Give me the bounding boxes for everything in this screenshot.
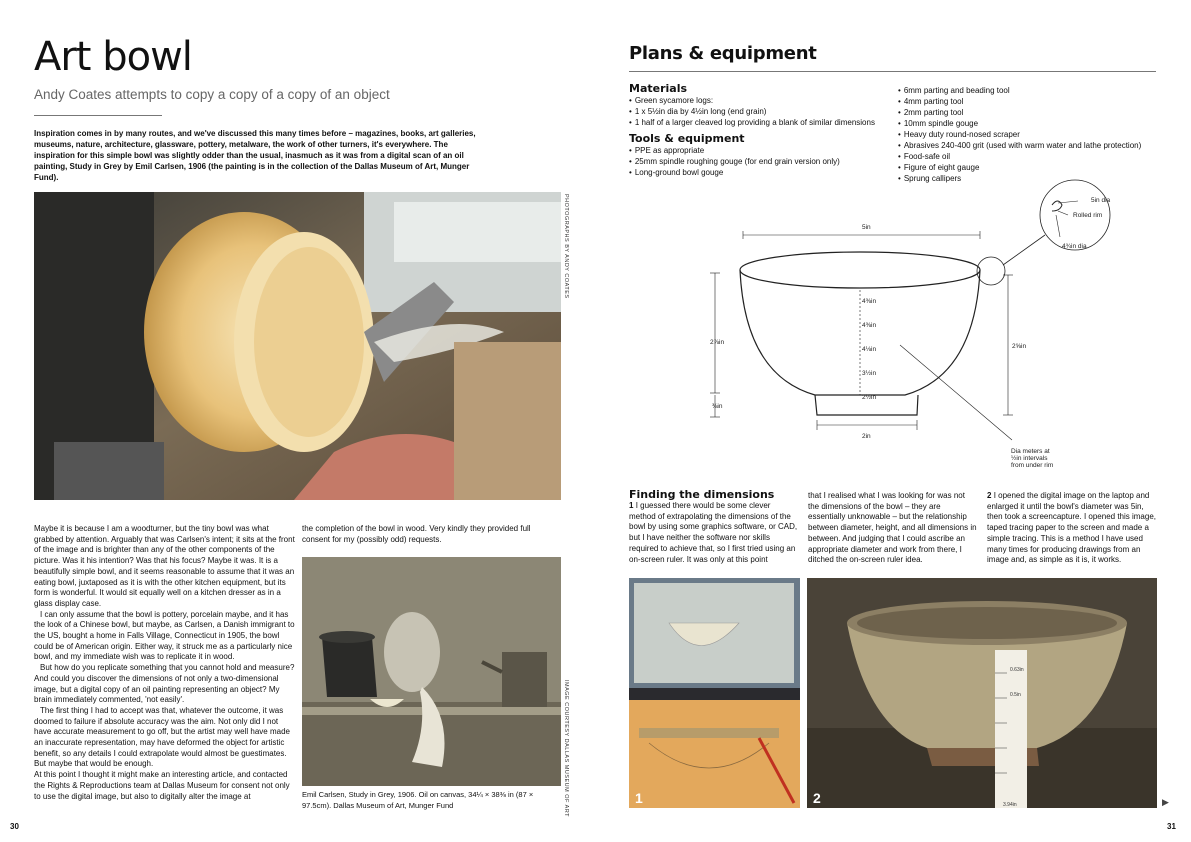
list-item: • 1 x 5½in dia by 4½in long (end grain)	[629, 106, 889, 117]
finding-col-1	[629, 488, 799, 565]
list-item: • Abrasives 240-400 grit (used with warm water and lathe protection)	[898, 140, 1158, 151]
dim-note-line: Dia meters at	[1011, 448, 1050, 455]
body-paragraph: I can only assume that the bowl is pottery, porcelain maybe, and it has the look of a Chinese bowl, but maybe, as Carlsen, a Danish immigrant to the US, bought a home in Falls Village, Connecticut in 1905, the bowl could be of American origin. Either way, it struck me as a particularly nice bowl, and my immediate wish was to replicate it in wood.	[34, 609, 295, 662]
tools-list-continued	[898, 85, 1158, 184]
photo-label-1: 1	[635, 790, 643, 806]
body-paragraph: Maybe it is because I am a woodturner, but the tiny bowl was what grabbed by attention. Arguably that was Carlsen's intent; it sits at the front of the image and is brighter than any of the other components of the picture. Was it his intention? Was that his focus? Maybe it was. It is a beautifully simple bowl, and it seems reasonable to assume that it was an eating bowl, juxtaposed as it is with the other kitchen equipment, but its form is wonderful. It would sit equally well on a kitchen dresser as in a glass display case.	[34, 524, 295, 608]
dim-note-line: ½in intervals	[1011, 455, 1048, 462]
list-item: • Green sycamore logs:	[629, 95, 889, 106]
photo-label-2: 2	[813, 790, 821, 806]
body-paragraph: At this point I thought it might make an interesting article, and contacted the Rights & Reproductions team at Dallas Museum for consent not only to use the digital image, but also to digitally alter the image at	[34, 770, 290, 801]
dim-inner-1: 4⅜in	[862, 298, 877, 305]
list-item: • 10mm spindle gouge	[898, 118, 1158, 129]
dim-rim-dia: 5in dia	[1091, 197, 1111, 204]
subtitle-rule	[34, 115, 162, 116]
finding-text-3: I opened the digital image on the laptop and enlarged it until the bowl's diameter was 5in, then took a screencapture. I opened this image, taped tracing paper to the screen and made a simple tracing. This is a method I have used many times for producing drawings from an image and, as simple as it is, it works.	[987, 491, 1156, 565]
ruler-label: 0.63in	[1010, 667, 1024, 673]
materials-list	[629, 95, 889, 128]
dim-foot-height: ⅜in	[712, 403, 723, 410]
step-photo-1	[629, 578, 800, 808]
dim-inner-3: 4⅛in	[862, 346, 877, 353]
dim-top-width: 5in	[862, 224, 871, 231]
ruler-label: 0.5in	[1010, 692, 1021, 698]
list-item: • Long-ground bowl gouge	[629, 167, 889, 178]
tools-title: Tools & equipment	[629, 132, 745, 145]
list-item: • 6mm parting and beading tool	[898, 85, 1158, 96]
body-column-2: the completion of the bowl in wood. Very kindly they provided full consent for my (possibly odd) requests.	[302, 524, 531, 544]
materials-title: Materials	[629, 82, 688, 95]
dim-foot-width: 2in	[862, 433, 871, 440]
list-item: • Food-safe oil	[898, 151, 1158, 162]
dim-inner-2: 4⅜in	[862, 322, 877, 329]
step-number: 2	[987, 491, 992, 500]
dim-height-right: 2⅝in	[1012, 343, 1027, 350]
body-paragraph: But how do you replicate something that you cannot hold and measure? And could you discover the dimensions of not only a two-dimensional image, but a digital copy of an oil painting representing an object? My brain immediately commented, 'not easily'.	[34, 663, 295, 705]
dim-note-line: from under rim	[1011, 462, 1054, 469]
painting-image	[302, 557, 561, 786]
list-item: • Figure of eight gauge	[898, 162, 1158, 173]
dim-height-left: 2⅞in	[710, 339, 725, 346]
plans-heading: Plans & equipment	[629, 43, 817, 64]
finding-col-3	[987, 491, 1157, 566]
dim-inner-dia: 4¾in dia	[1062, 243, 1087, 250]
step-photo-2	[807, 578, 1157, 808]
finding-title: Finding the dimensions	[629, 488, 775, 501]
list-item: • 2mm parting tool	[898, 107, 1158, 118]
dim-rolled-rim: Rolled rim	[1073, 212, 1103, 219]
list-item: • Sprung callipers	[898, 173, 1158, 184]
dim-inner-4: 3½in	[862, 370, 877, 377]
article-subtitle: Andy Coates attempts to copy a copy of a copy of an object	[34, 87, 390, 102]
body-paragraph: The first thing I had to accept was that, whatever the outcome, it was doomed to failure if absolute accuracy was the aim. Not only did I not have accurate measurement to go off, but the artist may well have made an inaccurate representation, may have deformed the object for artistic benefit, so any details I could extrapolate would almost be guestimates. But maybe that would be enough.	[34, 705, 290, 769]
list-item: • PPE as appropriate	[629, 145, 889, 156]
plans-rule	[629, 71, 1156, 72]
next-page-arrow-icon: ▶	[1162, 797, 1169, 807]
materials-section	[629, 82, 889, 178]
list-item: • Heavy duty round-nosed scraper	[898, 129, 1158, 140]
finding-col-2: that I realised what I was looking for was not the dimensions of the bowl – they are essentially unknowable – but the relationship between diameter, height, and all dimensions in between. And judging that I could ascribe an appropriate diameter and work from there, I ditched the on-screen ruler idea.	[808, 491, 977, 565]
painting-caption: Emil Carlsen, Study in Grey, 1906. Oil on canvas, 34¼ × 38⅜ in (87 × 97.5cm). Dallas Museum of Art, Munger Fund	[302, 790, 534, 810]
article-title: Art bowl	[34, 34, 192, 80]
dim-inner-5: 2½in	[862, 394, 877, 401]
intro-paragraph: Inspiration comes in by many routes, and we've discussed this many times before – magazines, books, art galleries, museums, nature, architecture, glassware, pottery, metalware, the work of other turners, it's everywhere. The inspiration for this simple bowl was slightly odder than the usual, inasmuch as it was from a digital scan of an oil painting, Study in Grey by Emil Carlsen, 1906 (the painting is in the collection of the Dallas Museum of Art, Munger Fund).	[34, 129, 476, 182]
photo-credit: PHOTOGRAPHS BY ANDY COATES	[563, 194, 569, 299]
tools-list	[629, 145, 889, 178]
body-column-1	[34, 524, 296, 802]
list-item: • 25mm spindle roughing gouge (for end grain version only)	[629, 156, 889, 167]
image-credit: IMAGE COURTESY DALLAS MUSEUM OF ART	[563, 680, 569, 817]
page-number-right: 31	[1167, 822, 1176, 831]
finding-text-1: I guessed there would be some clever method of extrapolating the dimensions of the bowl by using some graphics software, or CAD, but I have neither the software nor skills required to achieve that, so I first tried using an on-screen ruler. It was only at this point	[629, 501, 798, 564]
bowl-diagram	[700, 175, 1160, 475]
step-number: 1	[629, 501, 634, 510]
page-number-left: 30	[10, 822, 19, 831]
ruler-label: 3.94in	[1003, 802, 1017, 808]
list-item: • 1 half of a larger cleaved log providing a blank of similar dimensions	[629, 117, 889, 128]
list-item: • 4mm parting tool	[898, 96, 1158, 107]
lathe-photo	[34, 192, 561, 500]
